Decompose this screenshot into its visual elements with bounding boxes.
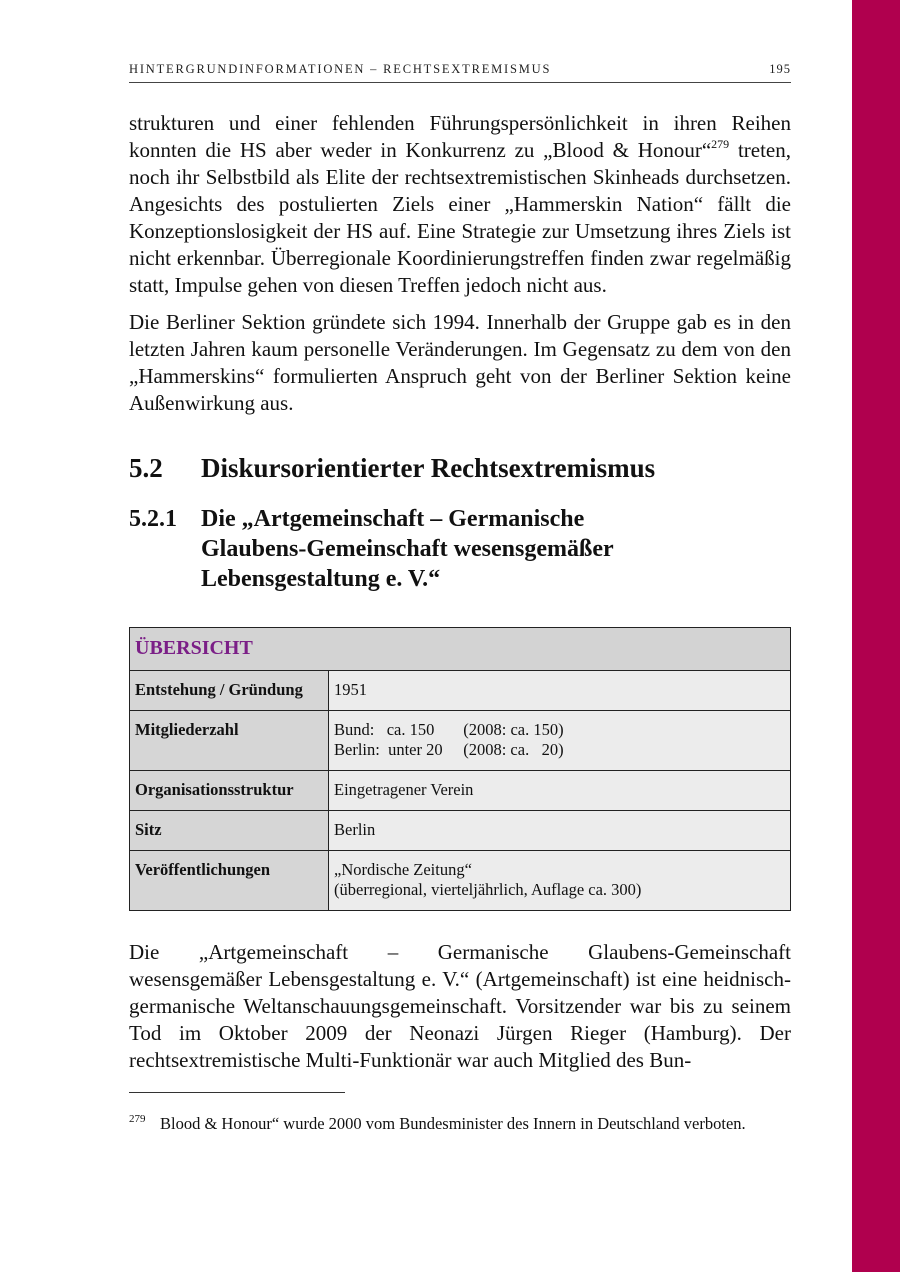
page-content: [129, 110, 791, 1134]
subsection-title-line: Lebensgestaltung e. V.“: [201, 566, 441, 592]
row-label: Sitz: [130, 811, 329, 851]
table-row: [130, 711, 791, 771]
row-label: Veröffentlichungen: [130, 851, 329, 911]
row-label: Entstehung / Gründung: [130, 671, 329, 711]
table-row: [130, 671, 791, 711]
row-label: Mitgliederzahl: [130, 711, 329, 771]
page-number: 195: [769, 62, 791, 76]
overview-table: [129, 627, 791, 911]
paragraph-1: [129, 110, 791, 299]
footnote: [129, 1113, 791, 1134]
paragraph-3: Die „Artgemeinschaft – Germanische Glaubens-Gemeinschaft wesensgemäßer Lebensgestaltung e. V.“ (Artgemeinschaft) ist eine heidnisch-germanische Weltanschauungsgemeinschaft. Vorsitzender war bis zu seinem Tod im Oktober 2009 der Neonazi Jürgen Rieger (Hamburg). Der rechtsextremistische Multi-Funktionär war auch Mitglied des Bun-: [129, 940, 791, 1072]
section-heading: [129, 453, 791, 484]
section-title: Diskursorientierter Rechtsextremismus: [201, 453, 656, 483]
paragraph-2: Die Berliner Sektion gründete sich 1994. Innerhalb der Gruppe gab es in den letzten Jahren kaum personelle Veränderungen. Im Gegensatz zu dem von den „Hammerskins“ formulierten Anspruch geht von der Berliner Sektion keine Außenwirkung aus.: [129, 310, 791, 415]
row-label: Organisationsstruktur: [130, 771, 329, 811]
table-row: [130, 771, 791, 811]
section-number: 5.2: [129, 453, 163, 483]
overview-heading: ÜBERSICHT: [130, 628, 791, 671]
footnote-number: 279: [129, 1113, 146, 1125]
subsection-number: 5.2.1: [129, 506, 177, 532]
running-title: HINTERGRUNDINFORMATIONEN – RECHTSEXTREMISMUS: [129, 62, 552, 76]
value-line: Berlin: unter 20 (2008: ca. 20): [334, 740, 564, 759]
value-line: Berlin: [334, 820, 376, 839]
value-line: „Nordische Zeitung“: [334, 860, 472, 879]
value-line: Eingetragener Verein: [334, 780, 474, 799]
value-line: (überregional, vierteljährlich, Auflage ca. 300): [334, 880, 642, 899]
row-value: [329, 851, 791, 911]
paragraph-1-text-b: treten, noch ihr Selbstbild als Elite der rechtsextremistischen Skinheads durchsetzen. Angesichts des postulierten Ziels einer „Hammerskin Nation“ fällt die Konzeptionslosigkeit der HS auf. Eine Strategie zur Umsetzung ihres Ziels ist nicht erkennbar. Überregionale Koordinierungstreffen finden zwar regelmäßig statt, Impulse gehen von diesen Treffen jedoch nicht aus.: [129, 138, 791, 297]
subsection-title-line: Glaubens-Gemeinschaft wesensgemäßer: [201, 536, 614, 562]
row-value: [329, 811, 791, 851]
footnote-text: Blood & Honour“ wurde 2000 vom Bundesminister des Innern in Deutschland verboten.: [160, 1114, 746, 1133]
footnote-divider: [129, 1092, 345, 1093]
paragraph-1-text-a: strukturen und einer fehlenden Führungspersönlichkeit in ihren Reihen konnten die HS aber weder in Konkurrenz zu „Blood & Honour“: [129, 111, 791, 162]
footnote-ref[interactable]: 279: [711, 137, 730, 151]
value-line: 1951: [334, 680, 367, 699]
running-header: [129, 62, 791, 83]
subsection-title: [201, 504, 614, 594]
row-value: [329, 671, 791, 711]
subsection-heading: [129, 504, 791, 594]
magenta-side-bar: [852, 0, 900, 1272]
value-line: Bund: ca. 150 (2008: ca. 150): [334, 720, 564, 739]
table-row: [130, 811, 791, 851]
table-row: [130, 851, 791, 911]
subsection-title-line: Die „Artgemeinschaft – Germanische: [201, 506, 585, 532]
row-value: [329, 711, 791, 771]
row-value: [329, 771, 791, 811]
